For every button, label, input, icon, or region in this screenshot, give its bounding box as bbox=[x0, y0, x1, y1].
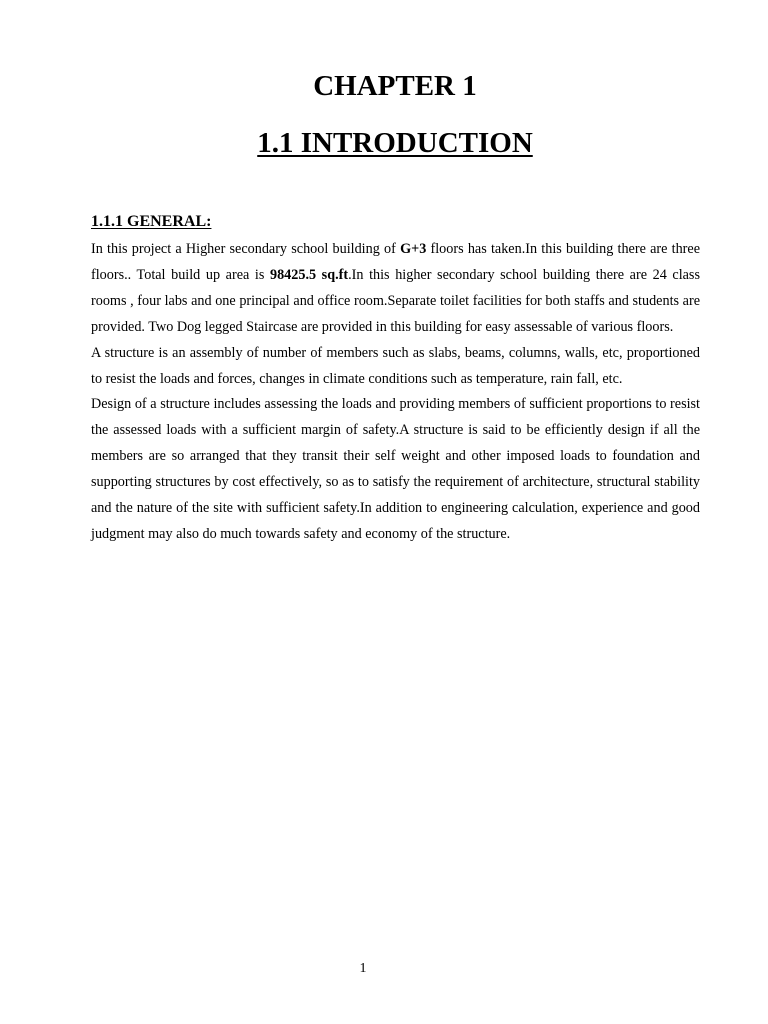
floors-value: G+3 bbox=[400, 241, 427, 257]
section-title: 1.1 INTRODUCTION bbox=[257, 127, 533, 159]
body-text bbox=[91, 237, 700, 548]
subsection-title: 1.1.1 GENERAL: bbox=[91, 213, 212, 230]
paragraph-general-intro bbox=[91, 237, 700, 341]
paragraph-structure-definition: A structure is an assembly of number of members such as slabs, beams, columns, walls, etc, proportioned to resist the loads and forces, changes in climate conditions such as temperature, rain fall, etc. bbox=[91, 344, 700, 387]
chapter-title: CHAPTER 1 bbox=[313, 70, 477, 102]
paragraph-text: floors has taken.In this building there are three floors.. Total build up area is bbox=[91, 241, 700, 283]
paragraph-structure-design: Design of a structure includes assessing the loads and providing members of sufficient proportions to resist the assessed loads with a sufficient margin of safety.A structure is said to be efficiently design if all the members are so arranged that they transit their self weight and other imposed loads to foundation and supporting structures by cost effectively, so as to satisfy the requirement of architecture, structural stability and the nature of the site with sufficient safety.In addition to engineering calculation, experience and good judgment may also do much towards safety and economy of the structure. bbox=[91, 396, 700, 542]
page-number: 1 bbox=[359, 961, 367, 976]
area-value: 98425.5 sq.ft bbox=[269, 266, 349, 283]
paragraph-text: .In this higher secondary school building there are 24 class rooms , four labs and one principal and office room.Separate toilet facilities for both staffs and students are provided. Two Dog legged Staircase are provided in this building for easy assessable of various floors. bbox=[91, 266, 700, 335]
paragraph-text: In this project a Higher secondary school building of bbox=[91, 241, 401, 257]
